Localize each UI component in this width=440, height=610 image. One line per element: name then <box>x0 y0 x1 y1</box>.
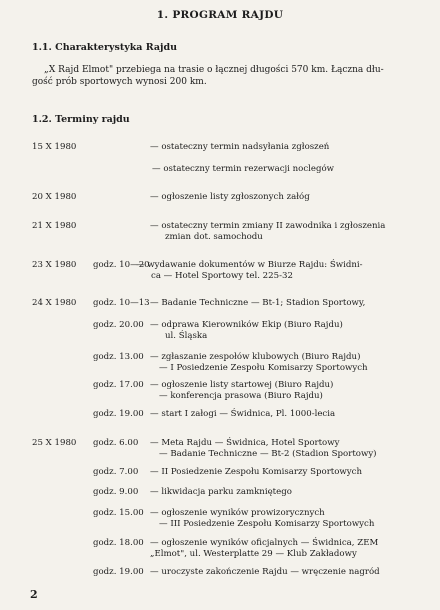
description-line: — Meta Rajdu — Świdnica, Hotel Sportowy <box>150 438 340 448</box>
schedule-time: godz. 7.00 <box>93 467 139 477</box>
description-line: — I Posiedzenie Zespołu Komisarzy Sportowych <box>159 363 368 373</box>
schedule-description <box>150 487 432 498</box>
description-line: — Badanie Techniczne — Bt-2 (Stadion Sportowy) <box>159 449 377 459</box>
schedule-date: 25 X 1980 <box>32 438 77 448</box>
description-line: — III Posiedzenie Zespołu Komisarzy Sportowych <box>159 519 375 529</box>
schedule-description <box>150 409 432 420</box>
schedule-description <box>150 380 432 402</box>
schedule-description <box>150 508 432 530</box>
schedule-time: godz. 6.00 <box>93 438 139 448</box>
schedule-time: godz. 9.00 <box>93 487 139 497</box>
description-line: zmian dot. samochodu <box>165 232 263 242</box>
schedule-date: 23 X 1980 <box>32 260 77 270</box>
schedule-description <box>150 567 432 578</box>
description-line: — konferencja prasowa (Biuro Rajdu) <box>159 391 323 401</box>
schedule-description <box>150 320 432 342</box>
schedule-date: 20 X 1980 <box>32 192 77 202</box>
schedule-description <box>150 298 432 309</box>
description-line: „Elmot", ul. Westerplatte 29 — Klub Zakładowy <box>150 549 357 559</box>
schedule-time: godz. 20.00 <box>93 320 144 330</box>
description-line: — zgłaszanie zespołów klubowych (Biuro Rajdu) <box>150 352 361 362</box>
schedule-time: godz. 13.00 <box>93 352 144 362</box>
page-number: 2 <box>30 588 38 601</box>
characteristics-paragraph <box>32 64 422 88</box>
schedule-time: godz. 19.00 <box>93 567 144 577</box>
schedule-date: 24 X 1980 <box>32 298 77 308</box>
schedule-date: 21 X 1980 <box>32 221 77 231</box>
schedule-description <box>150 538 432 560</box>
schedule-description <box>150 467 432 478</box>
paragraph-line: gość prób sportowych wynosi 200 km. <box>32 77 207 87</box>
description-line: — Badanie Techniczne — Bt-1; Stadion Sportowy, <box>150 298 366 308</box>
description-line: ca — Hotel Sportowy tel. 225-32 <box>151 271 293 281</box>
description-line: — ogłoszenie listy startowej (Biuro Rajdu) <box>150 380 334 390</box>
schedule-description <box>152 164 434 175</box>
schedule-description <box>150 352 432 374</box>
schedule-description <box>150 221 432 243</box>
schedule-time: godz. 10—13 <box>93 298 150 308</box>
schedule-description <box>150 142 432 153</box>
description-line: — wydawanie dokumentów w Biurze Rajdu: Świdni- <box>136 260 363 270</box>
schedule-time: godz. 15.00 <box>93 508 144 518</box>
description-line: — odprawa Kierowników Ekip (Biuro Rajdu) <box>150 320 343 330</box>
schedule-description <box>136 260 432 282</box>
description-line: — likwidacja parku zamkniętego <box>150 487 292 497</box>
schedule-time: godz. 19.00 <box>93 409 144 419</box>
description-line: — ogłoszenie listy zgłoszonych załóg <box>150 192 310 202</box>
description-line: ul. Śląska <box>165 331 208 341</box>
schedule-description <box>150 192 432 203</box>
description-line: — uroczyste zakończenie Rajdu — wręczenie nagród <box>150 567 380 577</box>
schedule-time: godz. 17.00 <box>93 380 144 390</box>
description-line: — ogłoszenie wyników oficjalnych — Świdnica, ZEM <box>150 538 379 548</box>
page-title: 1. PROGRAM RAJDU <box>156 9 284 21</box>
section-heading-characteristics: 1.1. Charakterystyka Rajdu <box>32 42 178 53</box>
description-line: — ogłoszenie wyników prowizorycznych <box>150 508 325 518</box>
schedule-description <box>150 438 432 460</box>
section-heading-dates: 1.2. Terminy rajdu <box>32 114 130 125</box>
schedule-time: godz. 18.00 <box>93 538 144 548</box>
schedule-time: godz. 10—20 <box>93 260 150 270</box>
paragraph-line: „X Rajd Elmot" przebiega na trasie o łącznej długości 570 km. Łączna dłu- <box>44 65 384 75</box>
description-line: — II Posiedzenie Zespołu Komisarzy Sportowych <box>150 467 362 477</box>
description-line: — ostateczny termin rezerwacji noclegów <box>152 164 335 174</box>
schedule-date: 15 X 1980 <box>32 142 77 152</box>
description-line: — ostateczny termin zmiany II zawodnika i zgłoszenia <box>150 221 386 231</box>
description-line: — ostateczny termin nadsyłania zgłoszeń <box>150 142 330 152</box>
description-line: — start I załogi — Świdnica, Pl. 1000-lecia <box>150 409 336 419</box>
